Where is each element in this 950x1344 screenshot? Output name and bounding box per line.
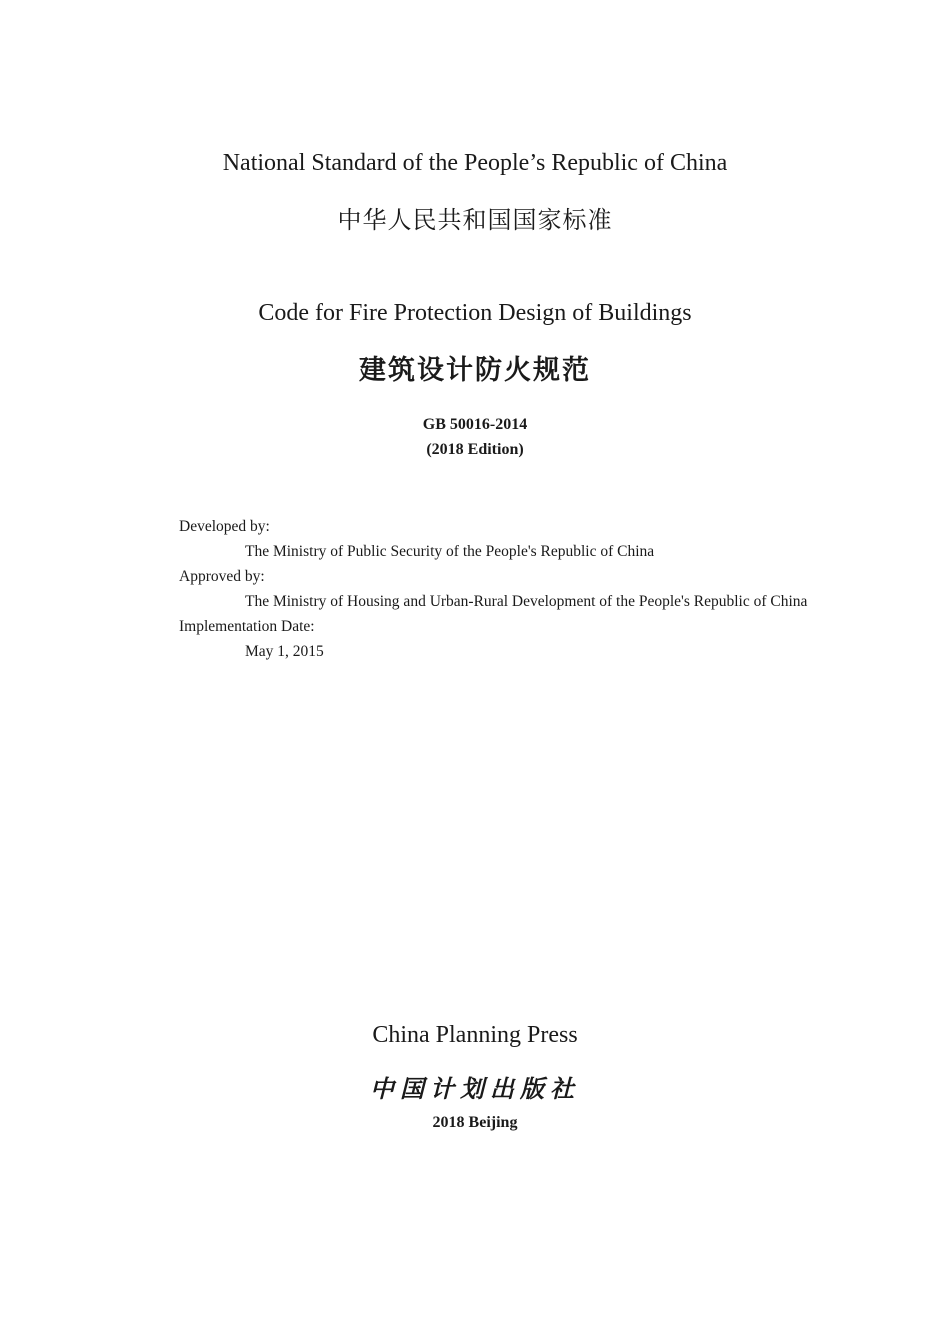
developed-by-label: Developed by: (179, 518, 270, 535)
national-standard-title-cn: 中华人民共和国国家标准 (337, 206, 613, 234)
developed-by-value: The Ministry of Public Security of the People's Republic of China (245, 543, 655, 560)
publisher-name-cn: 中国计划出版社 (370, 1074, 580, 1103)
implementation-date-value: May 1, 2015 (245, 643, 324, 660)
publication-year-city: 2018 Beijing (432, 1114, 518, 1131)
approved-by-label: Approved by: (179, 568, 265, 585)
document-title-cn: 建筑设计防火规范 (359, 355, 591, 386)
national-standard-title-en: National Standard of the People’s Republic of China (222, 150, 728, 176)
approved-by-value: The Ministry of Housing and Urban-Rural Development of the People's Republic of China (245, 593, 808, 610)
code-number: GB 50016-2014 (422, 416, 528, 433)
implementation-date-label: Implementation Date: (179, 618, 315, 635)
document-metadata (179, 514, 809, 664)
edition-label: (2018 Edition) (426, 441, 524, 458)
document-title-en: Code for Fire Protection Design of Buildings (258, 300, 692, 326)
publisher-name-en: China Planning Press (372, 1022, 578, 1048)
